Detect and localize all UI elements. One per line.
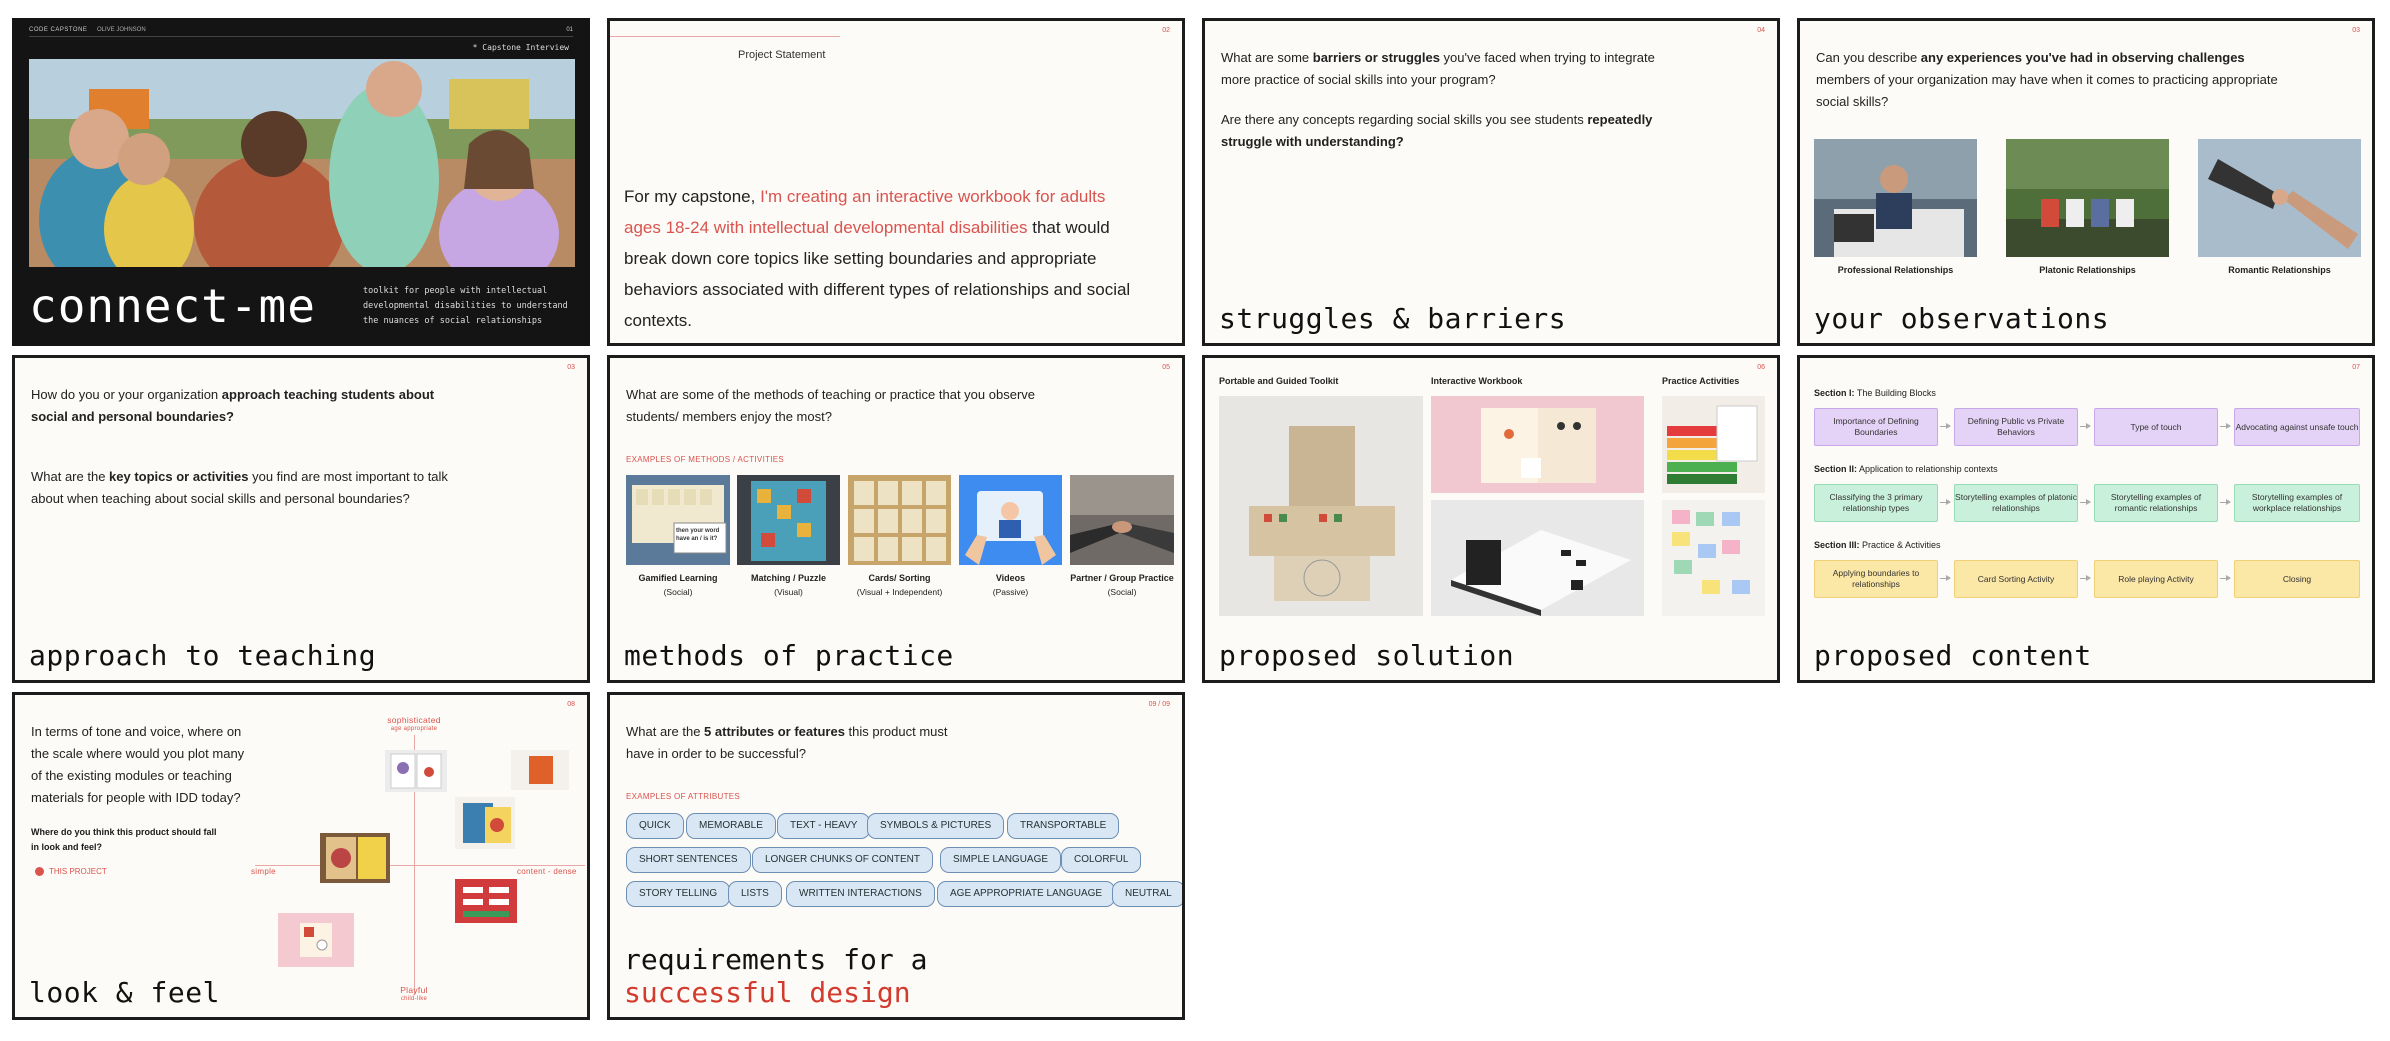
slide-observations[interactable] [1797, 18, 2375, 346]
section-label [1814, 540, 1941, 550]
slide-struggles[interactable] [1202, 18, 1780, 346]
cover-title: connect-me [29, 279, 316, 333]
attribute-tag[interactable]: TEXT - HEAVY [777, 813, 870, 839]
arrow-icon [1940, 502, 1950, 503]
section-label [1814, 464, 1998, 474]
flow-box: Type of touch [2094, 408, 2218, 446]
q-text: What are the [31, 469, 110, 484]
q-text: How do you or your organization [31, 387, 222, 402]
attribute-tag[interactable]: LONGER CHUNKS OF CONTENT [752, 847, 933, 873]
flow-box: Applying boundaries to relationships [1814, 560, 1938, 598]
axis-top-label: sophisticated [387, 715, 441, 725]
legend-label: THIS PROJECT [49, 867, 107, 876]
slide-approach[interactable] [12, 355, 590, 683]
attribute-tag[interactable]: COLORFUL [1061, 847, 1141, 873]
page-number: 06 [1757, 364, 1765, 371]
q-text: this product must have in order to be successful? [626, 724, 948, 761]
material-thumbnail [385, 750, 447, 792]
title-line-1: requirements for a [624, 943, 928, 976]
question [1816, 47, 2286, 113]
method-name: Gamified Learning [638, 573, 718, 583]
cover-subtitle [363, 284, 568, 329]
page-number: 03 [2352, 27, 2360, 34]
examples-label: EXAMPLES OF METHODS / ACTIVITIES [626, 455, 785, 464]
slide-title [624, 943, 927, 1009]
q-text: you find are most important to talk about when teaching about social skills and personal boundaries? [31, 469, 448, 506]
attribute-tag[interactable]: SIMPLE LANGUAGE [940, 847, 1061, 873]
page-number: 09 / 09 [1148, 701, 1170, 708]
arrow-icon [1940, 578, 1950, 579]
q-text: you've faced when trying to integrate more practice of social skills into your program? [1221, 50, 1655, 87]
axis-right-label: content - dense [517, 867, 577, 876]
page-number: 02 [1162, 27, 1170, 34]
toolkit-photo [1219, 396, 1423, 616]
attribute-tag[interactable]: QUICK [626, 813, 684, 839]
q-bold: key topics or activities [109, 469, 249, 484]
q-bold: 5 attributes or features [704, 724, 845, 739]
slide-cover[interactable] [12, 18, 590, 346]
slide-title: struggles & barriers [1219, 302, 1567, 335]
slide-title: proposed solution [1219, 639, 1515, 672]
brand-label: CODE CAPSTONE [29, 27, 88, 33]
method-sub: (Social) [1107, 587, 1137, 597]
page-number: 07 [2352, 364, 2360, 371]
question-1 [1221, 47, 1681, 91]
slide-title: approach to teaching [29, 639, 377, 672]
axis-bottom-sub: child-like [400, 996, 428, 1002]
method-sub: (Social) [663, 587, 693, 597]
question: In terms of tone and voice, where on the scale where would you plot many of the existing modules or teaching materials for people with IDD today? [31, 724, 245, 805]
method-sub: (Passive) [992, 587, 1029, 597]
hero-photo [29, 59, 575, 267]
legend [35, 867, 107, 876]
romantic-photo [2198, 139, 2361, 257]
attribute-tag[interactable]: NEUTRAL [1112, 881, 1185, 907]
method-sub: (Visual + Independent) [856, 587, 943, 597]
section-bold: Section I: [1814, 388, 1855, 398]
method-name: Partner / Group Practice [1070, 573, 1174, 583]
axis-left-label: simple [251, 867, 276, 876]
slide-proposed-solution[interactable] [1202, 355, 1780, 683]
q-text: Are there any concepts regarding social skills you see students [1221, 112, 1588, 127]
divider [29, 36, 573, 37]
caption: Romantic Relationships [2228, 265, 2331, 275]
material-thumbnail [455, 797, 515, 849]
matching-puzzle-photo [737, 475, 840, 565]
subtitle-line: the nuances of social relationships [363, 316, 543, 326]
flow-box: Storytelling examples of platonic relationships [1954, 484, 2078, 522]
slide-proposed-content[interactable] [1797, 355, 2375, 683]
q-bold: any experiences you've had in observing challenges [1920, 50, 2245, 65]
question-2: Where do you think this product should fall in look and feel? [31, 827, 217, 852]
flow-box: Role playing Activity [2094, 560, 2218, 598]
arrow-icon [2080, 426, 2090, 427]
page-number: 03 [567, 364, 575, 371]
section-text: Practice & Activities [1859, 540, 1941, 550]
examples-label: EXAMPLES OF ATTRIBUTES [626, 792, 741, 801]
arrow-icon [2080, 502, 2090, 503]
workbook-photo-2 [1431, 500, 1644, 616]
column-label: Practice Activities [1662, 376, 1740, 386]
slide-title: your observations [1814, 302, 2110, 335]
arrow-icon [2220, 502, 2230, 503]
attribute-tag[interactable]: WRITTEN INTERACTIONS [786, 881, 935, 907]
subtitle-line: toolkit for people with intellectual [363, 286, 548, 296]
q-text: What are some [1221, 50, 1313, 65]
method-name: Matching / Puzzle [750, 573, 826, 583]
professional-photo [1814, 139, 1977, 257]
slide-title: methods of practice [624, 639, 954, 672]
column-label: Interactive Workbook [1431, 376, 1523, 386]
method-name: Videos [995, 573, 1026, 583]
attribute-tag[interactable]: SYMBOLS & PICTURES [867, 813, 1004, 839]
gamified-learning-photo [626, 475, 730, 565]
attribute-tag[interactable]: MEMORABLE [686, 813, 776, 839]
dot-icon [35, 867, 44, 876]
flow-box: Closing [2234, 560, 2360, 598]
workbook-photo-1 [1431, 396, 1644, 493]
method-sub: (Visual) [774, 587, 803, 597]
slide-project-statement[interactable] [607, 18, 1185, 346]
q-bold: repeatedly struggle with understanding? [1221, 112, 1653, 149]
flow-box: Defining Public vs Private Behaviors [1954, 408, 2078, 446]
slide-requirements[interactable] [607, 692, 1185, 1020]
attribute-tag[interactable]: SHORT SENTENCES [626, 847, 751, 873]
statement-pre: For my capstone, [624, 187, 761, 206]
q-text: Can you describe [1816, 50, 1921, 65]
page-number: 08 [567, 701, 575, 708]
flow-box: Advocating against unsafe touch [2234, 408, 2360, 446]
flow-box: Classifying the 3 primary relationship types [1814, 484, 1938, 522]
practice-activities-photo-1 [1662, 396, 1765, 493]
section-label [1814, 388, 1936, 398]
subtitle-line: developmental disabilities to understand [363, 301, 568, 311]
statement-text [624, 181, 1144, 336]
caption: Professional Relationships [1837, 265, 1954, 275]
practice-activities-photo-2 [1662, 500, 1765, 616]
platonic-photo [2006, 139, 2169, 257]
question-2 [1221, 109, 1681, 153]
material-thumbnail [511, 750, 569, 790]
horizontal-axis [255, 865, 585, 866]
section-text: Application to relationship contexts [1857, 464, 1998, 474]
attribute-tag[interactable]: TRANSPORTABLE [1007, 813, 1119, 839]
column-label: Portable and Guided Toolkit [1219, 376, 1339, 386]
statement-highlight: I'm creating an interactive workbook for adults ages 18-24 with intellectual developmental disabilities [624, 187, 1106, 237]
method-name: Cards/ Sorting [868, 573, 931, 583]
q-bold: approach teaching students about social and personal boundaries? [31, 387, 435, 424]
slide-title: look & feel [29, 976, 220, 1009]
statement-label: Project Statement [738, 49, 826, 61]
arrow-icon [1940, 426, 1950, 427]
statement-post: that would break down core topics like setting boundaries and appropriate behaviors associated with different types of relationships and social contexts. [624, 218, 1131, 330]
attribute-tag[interactable]: AGE APPROPRIATE LANGUAGE [937, 881, 1115, 907]
slide-look-and-feel[interactable] [12, 692, 590, 1020]
material-thumbnail [320, 833, 390, 883]
q-bold: barriers or struggles [1312, 50, 1440, 65]
slide-title: proposed content [1814, 639, 2092, 672]
q-text: members of your organization may have when it comes to practicing appropriate social skills? [1816, 72, 2278, 109]
attribute-tag[interactable]: STORY TELLING [626, 881, 730, 907]
question-1 [31, 384, 461, 428]
question-2 [31, 466, 481, 510]
capstone-tag: * Capstone Interview [472, 43, 569, 52]
attribute-tag[interactable]: LISTS [728, 881, 782, 907]
flow-box: Storytelling examples of workplace relationships [2234, 484, 2360, 522]
flow-box: Card Sorting Activity [1954, 560, 2078, 598]
author-label: OLIVE JOHNSON [97, 27, 146, 33]
question [626, 721, 966, 765]
flow-box: Importance of Defining Boundaries [1814, 408, 1938, 446]
cards-sorting-photo [848, 475, 951, 565]
arrow-icon [2220, 426, 2230, 427]
page-number: 05 [1162, 364, 1170, 371]
divider [610, 36, 840, 37]
arrow-icon [2220, 578, 2230, 579]
this-project-thumbnail [278, 913, 354, 967]
title-line-2: successful design [624, 976, 911, 1009]
card-text: then your word have an / is it? [676, 528, 720, 542]
section-bold: Section II: [1814, 464, 1858, 474]
partner-practice-photo [1070, 475, 1174, 565]
slide-methods[interactable] [607, 355, 1185, 683]
section-bold: Section III: [1814, 540, 1860, 550]
question: What are some of the methods of teaching or practice that you observe students/ members enjoy the most? [626, 387, 1035, 424]
page-number: 04 [1757, 27, 1765, 34]
caption: Platonic Relationships [2039, 265, 2136, 275]
q-text: What are the [626, 724, 705, 739]
page-number: 01 [566, 27, 573, 33]
flow-box: Storytelling examples of romantic relationships [2094, 484, 2218, 522]
axis-bottom-label: Playful [400, 985, 428, 995]
arrow-icon [2080, 578, 2090, 579]
section-text: The Building Blocks [1854, 388, 1936, 398]
material-thumbnail [455, 879, 517, 923]
axis-top-sub: age appropriate [390, 726, 438, 732]
videos-photo [959, 475, 1062, 565]
